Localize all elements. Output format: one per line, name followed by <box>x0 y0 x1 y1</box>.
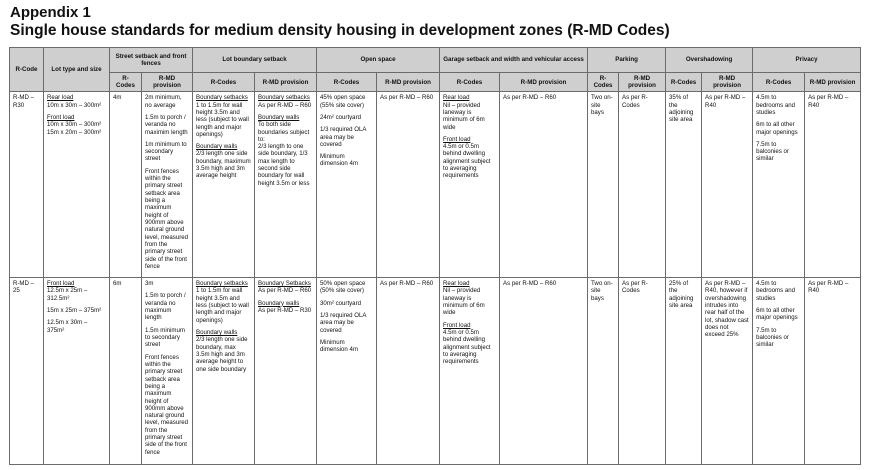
subheader-rcodes: R-Codes <box>317 73 377 92</box>
cell-label: Front load <box>443 321 471 329</box>
cell-text: 1/3 required OLA area may be covered <box>320 126 367 148</box>
subheader-rmd: R-MD provision <box>255 73 317 92</box>
subheader-rmd: R-MD provision <box>805 73 861 92</box>
cell-text: 4.5m or 0.5m behind dwelling alignment subject to averaging requirements <box>443 329 491 366</box>
cell-label: Front load <box>443 135 471 143</box>
cell-lot <box>44 278 110 465</box>
cell-text: 4.5m or 0.5m behind dwelling alignment subject to averaging requirements <box>443 143 491 180</box>
cell-text: Front fences within the primary street setback area being a maximum height of 900mm above natural ground level, measured from the primary street side of the front fence <box>145 167 189 270</box>
cell-label: Front load <box>47 113 75 121</box>
subheader-rmd: R-MD provision <box>377 73 440 92</box>
cell-overshadowing-rmd: As per R-MD – R40, however if overshadowing intrudes into rear half of the lot, shadow cast does not exceed 25% <box>702 278 753 465</box>
cell-text: 7.5m to balconies or similar <box>756 326 789 349</box>
cell-privacy-rcodes <box>753 278 805 465</box>
cell-text: As per R-MD – R60 <box>258 287 312 295</box>
subheader-rcodes: R-Codes <box>753 73 805 92</box>
cell-text: As per R-MD – R60 <box>258 101 312 109</box>
cell-text: Nil – provided laneway is minimum of 6m wide <box>443 287 485 317</box>
cell-boundary-rcodes <box>193 278 255 465</box>
cell-overshadowing-rcodes: 25% of the adjoining site area <box>666 278 702 465</box>
cell-parking-rmd: As per R-Codes <box>619 278 666 465</box>
subheader-rmd: R-MD provision <box>619 73 666 92</box>
cell-label: Boundary walls <box>258 299 300 307</box>
cell-text: 1m minimum to secondary street <box>145 140 187 163</box>
header-parking: Parking <box>588 48 666 73</box>
cell-label: Boundary setbacks <box>196 94 248 102</box>
cell-text: 2/3 length one side boundary, maximum 3.5m high and 3m average height <box>196 150 251 180</box>
cell-text: 4.5m to bedrooms and studies <box>756 94 796 116</box>
cell-text: 1.5m minimum to secondary street <box>145 326 185 349</box>
cell-text: Nil – provided laneway is minimum of 6m wide <box>443 101 485 131</box>
cell-text: 3m <box>145 280 154 288</box>
header-rcode: R-Code <box>10 48 44 92</box>
subheader-rmd: R-MD provision <box>500 73 588 92</box>
cell-text: 10m x 30m – 300m² <box>47 101 102 109</box>
cell-text: 4.5m to bedrooms and studies <box>756 280 796 302</box>
appendix-heading: Appendix 1 <box>10 4 91 21</box>
cell-label: Boundary walls <box>258 113 300 121</box>
subheader-rmd: R-MD provision <box>142 73 193 92</box>
cell-text: Front fences within the primary street setback area being a maximum height of 900mm above natural ground level, measured from the primary street side of the front fence <box>145 353 189 456</box>
cell-street-rmd <box>142 278 193 465</box>
cell-label: Rear load <box>443 94 470 102</box>
cell-garage-rcodes <box>440 278 500 465</box>
cell-text: 15m x 25m – 375m² <box>47 307 102 315</box>
cell-text: Minimum dimension 4m <box>320 153 358 168</box>
cell-text: 45% open space (55% site cover) <box>320 94 366 109</box>
cell-parking-rcodes: Two on-site bays <box>588 92 619 278</box>
header-overshadowing: Overshadowing <box>666 48 753 73</box>
cell-open-rmd: As per R-MD – R60 <box>377 278 440 465</box>
header-garage: Garage setback and width and vehicular access <box>440 48 588 73</box>
cell-label: Boundary Setbacks <box>258 280 311 288</box>
cell-text: 12.5m x 30m – 375m² <box>47 319 88 334</box>
cell-street-rcodes: 4m <box>110 92 142 278</box>
cell-label: Rear load <box>47 94 74 102</box>
cell-text: 1 to 1.5m for wall height 3.5m and less (subject to wall length and major openings) <box>196 101 249 138</box>
cell-text: Minimum dimension 4m <box>320 339 358 354</box>
cell-street-rmd <box>142 92 193 278</box>
cell-boundary-rcodes <box>193 92 255 278</box>
cell-overshadowing-rcodes: 35% of the adjoining site area <box>666 92 702 278</box>
cell-text: 6m to all other major openings <box>756 307 798 322</box>
cell-text: 1/3 required OLA area may be covered <box>320 312 367 334</box>
header-open-space: Open space <box>317 48 440 73</box>
cell-privacy-rcodes <box>753 92 805 278</box>
subheader-rcodes: R-Codes <box>440 73 500 92</box>
cell-rcode: R-MD – 25 <box>10 278 44 465</box>
cell-boundary-rmd <box>255 278 317 465</box>
cell-text: 12.5m x 25m – 312.5m² <box>47 287 88 302</box>
cell-text: 2m minimum, no average <box>145 94 182 109</box>
cell-label: Boundary setbacks <box>258 94 310 102</box>
cell-label: Boundary walls <box>196 143 238 151</box>
subheader-rcodes: R-Codes <box>666 73 702 92</box>
header-lot-type: Lot type and size <box>44 48 110 92</box>
cell-privacy-rmd: As per R-MD – R40 <box>805 92 861 278</box>
cell-text: 1.5m to porch / veranda no maximim length <box>145 113 188 136</box>
cell-garage-rmd: As per R-MD – R60 <box>500 278 588 465</box>
cell-label: Rear load <box>443 280 470 288</box>
cell-lot <box>44 92 110 278</box>
cell-text: To both side boundaries subject to: 2/3 length to one side boundary, 1/3 max length to second side boundary for wall height 3.5m or less <box>258 121 310 187</box>
cell-parking-rmd: As per R-Codes <box>619 92 666 278</box>
cell-text: 50% open space (50% site cover) <box>320 280 366 295</box>
cell-open-rcodes <box>317 92 377 278</box>
cell-text: 1.5m to porch / veranda no maximum length <box>145 292 186 322</box>
cell-label: Front load <box>47 280 75 288</box>
header-street-setback: Street setback and front fences <box>110 48 193 73</box>
cell-label: Boundary setbacks <box>196 280 248 288</box>
table-row <box>10 92 861 278</box>
cell-garage-rcodes <box>440 92 500 278</box>
cell-text: 30m² courtyard <box>320 299 361 307</box>
cell-text: 7.5m to balconies or similar <box>756 140 789 163</box>
cell-street-rcodes: 6m <box>110 278 142 465</box>
cell-boundary-rmd <box>255 92 317 278</box>
subheader-rmd: R-MD provision <box>702 73 753 92</box>
subheader-rcodes: R-Codes <box>110 73 142 92</box>
cell-text: 10m x 30m – 300m² 15m x 20m – 300m² <box>47 121 102 136</box>
cell-overshadowing-rmd: As per R-MD – R40 <box>702 92 753 278</box>
cell-privacy-rmd: As per R-MD – R40 <box>805 278 861 465</box>
cell-text: 24m² courtyard <box>320 113 361 121</box>
cell-text: 6m to all other major openings <box>756 121 798 136</box>
cell-open-rcodes <box>317 278 377 465</box>
subheader-rcodes: R-Codes <box>588 73 619 92</box>
cell-text: As per R-MD – R30 <box>258 307 312 315</box>
cell-label: Boundary walls <box>196 329 238 336</box>
rmd-standards-table <box>9 47 861 465</box>
cell-garage-rmd: As per R-MD – R60 <box>500 92 588 278</box>
cell-text: 1 to 1.5m for wall height 3.5m and less (subject to wall length and major openings) <box>196 287 249 324</box>
header-lot-boundary: Lot boundary setback <box>193 48 317 73</box>
subheader-rcodes: R-Codes <box>193 73 255 92</box>
table-row <box>10 278 861 465</box>
header-privacy: Privacy <box>753 48 861 73</box>
cell-parking-rcodes: Two on-site bays <box>588 278 619 465</box>
cell-open-rmd: As per R-MD – R60 <box>377 92 440 278</box>
cell-text: 2/3 length one side boundary, max 3.5m high and 3m average height to one side boundary <box>196 336 248 373</box>
cell-rcode: R-MD – R30 <box>10 92 44 278</box>
page-title: Single house standards for medium density housing in development zones (R-MD Codes) <box>10 22 670 39</box>
